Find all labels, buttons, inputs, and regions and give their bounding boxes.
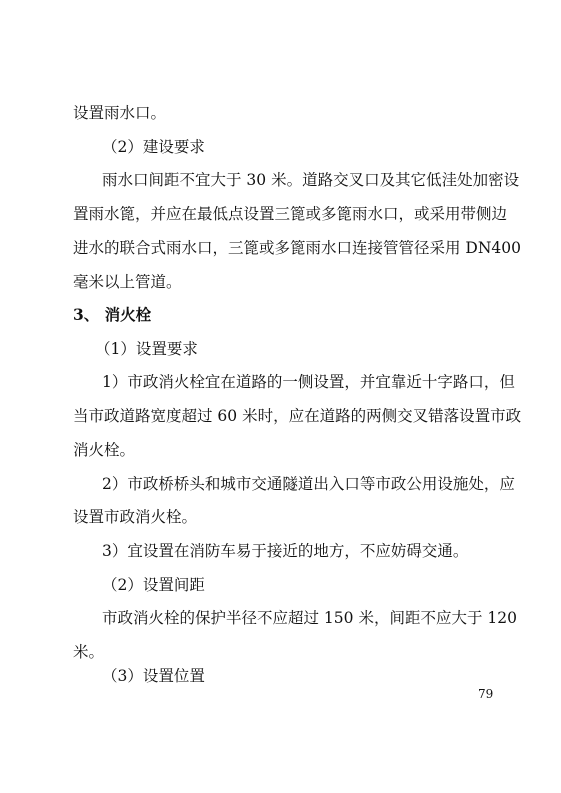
text-line: 市政消火栓的保护半径不应超过 150 米，间距不应大于 120 bbox=[102, 609, 517, 627]
section-heading: （2）建设要求 bbox=[102, 138, 205, 156]
text-line: 2）市政桥桥头和城市交通隧道出入口等市政公用设施处，应 bbox=[102, 475, 515, 493]
text-line: 设置雨水口。 bbox=[73, 104, 167, 122]
text-line: 当市政道路宽度超过 60 米时，应在道路的两侧交叉错落设置市政 bbox=[73, 407, 522, 425]
section-heading: （2）设置间距 bbox=[102, 576, 205, 594]
text-line: 进水的联合式雨水口，三篦或多篦雨水口连接管管径采用 DN400 bbox=[73, 239, 522, 257]
page-number: 79 bbox=[478, 687, 494, 701]
text-line: 雨水口间距不宜大于 30 米。道路交叉口及其它低洼处加密设 bbox=[102, 171, 520, 189]
text-line: 1）市政消火栓宜在道路的一侧设置，并宜靠近十字路口，但 bbox=[102, 373, 515, 391]
text-line: 3）宜设置在消防车易于接近的地方，不应妨碍交通。 bbox=[102, 542, 469, 560]
text-line: 毫米以上管道。 bbox=[73, 273, 182, 291]
text-line: 米。 bbox=[73, 643, 105, 661]
section-heading: （3）设置位置 bbox=[102, 667, 205, 685]
text-line: 消火栓。 bbox=[73, 441, 136, 459]
section-heading: （1）设置要求 bbox=[95, 340, 198, 358]
text-line: 置雨水篦，并应在最低点设置三篦或多篦雨水口，或采用带侧边 bbox=[73, 205, 508, 223]
text-line: 设置市政消火栓。 bbox=[73, 508, 198, 526]
section-title: 3、 消火栓 bbox=[73, 305, 152, 324]
